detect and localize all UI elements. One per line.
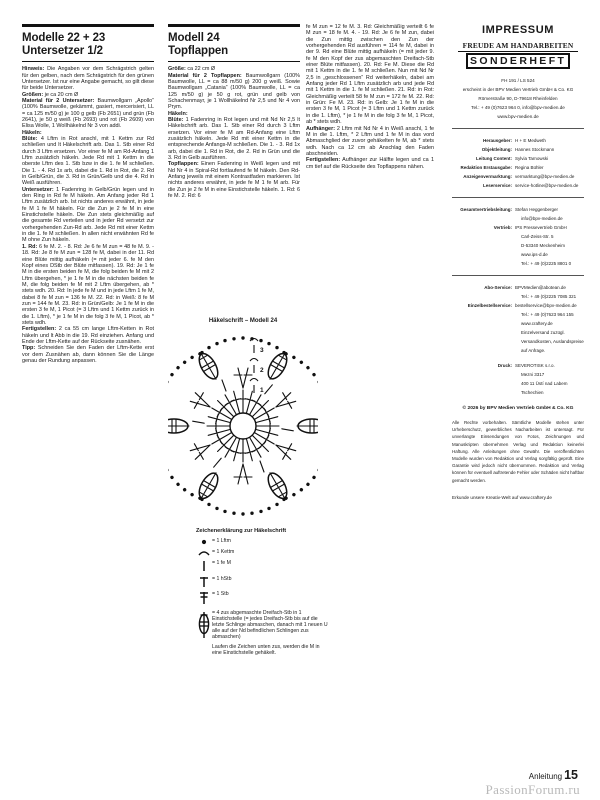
chart-round-label-2: 2 — [260, 367, 264, 374]
paragraph — [22, 244, 154, 326]
slip-stitch-icon — [196, 549, 212, 557]
paragraph-text: Aufhänger zur Hälfte legen und ca 1 cm tief auf die Rückseite des Topflappens nähen. — [306, 157, 434, 170]
chain-stitch-icon — [196, 538, 212, 546]
impressum-entry-value: Stefan Heggenberger — [515, 207, 559, 212]
impressum-entry — [452, 154, 584, 163]
impressum-entry-value: Versandkosten, Auslandspreise — [521, 339, 584, 344]
impressum-divider — [452, 128, 584, 129]
legend-title: Zeichenerklärung zur Häkelschrift — [196, 528, 287, 534]
chart-legend — [196, 528, 328, 656]
impressum-entry-key: Abo-Service: — [484, 285, 512, 290]
paragraph-lead: Häkeln: — [22, 129, 42, 136]
paragraph-lead: Aufhänger: — [306, 125, 335, 132]
paragraph — [22, 326, 154, 345]
impressum-brand: FREUDE AM HANDARBEITEN — [458, 41, 578, 52]
legend-item-chain — [196, 538, 328, 546]
paragraph-lead: Größe: — [168, 66, 186, 73]
paragraph-text: Baumwollgarn „Apollo“ (100% Baumwolle, gekämmt, gasiert, mercerisiert, LL = ca 125 m/50 g) je 100 g gelb (Fb 2651) und grün (Fb 2641), je 50 g weiß (Fb 2693) und rot (Fb 2609) von Elisa Wolle, 1 Wollhäkelnd Nr 3 von addi. — [22, 97, 154, 130]
paragraph — [22, 66, 154, 91]
paragraph-lead: Häkeln: — [168, 110, 188, 117]
chart-round-markers — [250, 339, 258, 394]
column-rule-top — [22, 24, 154, 27]
page-title-model-24: Modell 24 Topflappen — [168, 32, 229, 57]
crochet-chart-diagram — [168, 328, 318, 524]
legend-item-half-double-crochet — [196, 576, 328, 588]
legend-item-label: = 1 fe M — [212, 560, 231, 567]
impressum-entry-value: Hannes Stockmann — [515, 147, 555, 152]
impressum-publisher-line: erscheint in der BPV Medien Vertrieb GmbH & Co. KG — [462, 87, 574, 92]
footer-page-number: 15 — [564, 768, 578, 782]
impressum-entry-key: Herausgeber: — [482, 138, 512, 143]
impressum-entry — [452, 145, 584, 154]
paragraph-lead: Material für 2 Untersetzer: — [22, 97, 95, 104]
paragraph-lead: Fertigstellen: — [22, 326, 57, 333]
chart-round-label-3: 3 — [260, 347, 264, 354]
column-models-22-23 — [22, 24, 154, 364]
crochet-chart-block — [168, 318, 318, 524]
paragraph-lead: Größen: — [22, 91, 44, 98]
chart-round-1-stitches — [207, 390, 279, 462]
paragraph-lead: Fertigstellen: — [306, 157, 341, 164]
paragraph-lead: Topflappen: — [168, 161, 199, 168]
impressum-entry-value: IPS Pressevertrieb GmbH — [515, 225, 567, 230]
legend-item-double-crochet — [196, 591, 328, 605]
impressum-entry-value: Tschechien — [521, 390, 544, 395]
impressum-disclaimer: Alle Rechte vorbehalten. Sämtliche Modelle stehen unter Urheberschutz, gewerbliches Nacharbeiten ist untersagt. Für unverlangte Einsendungen von Fotos, Zeichnungen und Manuskripten übernehmen Verlag und Redaktion keinerlei Haftung. Alle Anleitungen ohne Gewähr. Die veröffentlichten Modelle wurden von Redaktion und Verlag sorgfältig geprüft. Eine Garantie wird jedoch nicht übernommen. Redaktion und Verlag können für eventuell auftretende Fehler oder Schäden nicht haftbar gemacht werden. — [452, 420, 584, 483]
col2-body — [168, 66, 300, 199]
impressum-entry-value: Tel.: + 49 (0)7623 964 155 — [521, 312, 574, 317]
impressum-entry-key: Redaktion Erstausgabe: — [460, 165, 512, 170]
column-rule-under-title — [168, 61, 300, 62]
legend-item-label: = 1 Kettm — [212, 549, 235, 556]
impressum-entry — [452, 136, 584, 145]
paragraph-lead: Tipp: — [22, 345, 36, 352]
page-title-models-22-23: Modelle 22 + 23 Untersetzer 1/2 — [22, 32, 106, 57]
site-watermark: PassionForum.ru — [485, 782, 580, 797]
impressum-title: IMPRESSUM — [481, 24, 555, 36]
impressum-entry-key: Vertrieb: — [493, 225, 512, 230]
impressum-entry-value: 400 11 Üstí nad Labem — [521, 381, 568, 386]
impressum-divider — [452, 197, 584, 198]
chart-round-number-labels — [260, 347, 264, 394]
legend-item-slip-stitch — [196, 549, 328, 557]
impressum-address: Römerstraße 90, D-79618 Rheinfelden — [478, 96, 558, 101]
impressum-entry — [452, 361, 584, 370]
impressum-entry — [452, 163, 584, 172]
col1-body — [22, 66, 154, 364]
paragraph — [22, 187, 154, 244]
legend-item-label: = 1 Stb — [212, 590, 229, 597]
legend-item-label: = 1 Lftm — [212, 538, 231, 544]
crochet-chart-title: Häkelschrift – Modell 24 — [208, 318, 278, 324]
column-model-24-continued — [306, 24, 434, 170]
paragraph-lead: Untersetzer: — [22, 186, 54, 193]
paragraph-text: 1 Fadenring in Rot legen und mit Nd Nr 2,5 lt Häkelschrift arb. Das 1. Stb einer Rd durch 3 Lftm ersetzen. Vor einer fe M am Rd-Anfang eine Lftm zusätzlich häkeln. Jede Rd mit einer Kettm in die entsprechende Anfangs-M schließen. Die 1. - 3. Rd 1x arb, dabei die 1. Rd in Rot, die 2. Rd in Grün und die 3. Rd in Gelb ausführen. — [168, 116, 300, 161]
impressum-entry-value: www.craftery.de — [521, 321, 553, 326]
impressum-entry — [452, 301, 584, 310]
paragraph-lead: Blüte: — [168, 116, 184, 123]
impressum-entry-value: BPVMedien@abotean.de — [515, 285, 566, 290]
impressum-entry-value: vermarktung@bpv-medien.de — [515, 174, 575, 179]
impressum-entry-key: Objektleitung: — [481, 147, 512, 152]
paragraph — [306, 157, 434, 170]
impressum-entry — [452, 223, 584, 232]
paragraph-text: 4 Lftm in Rot anschl, mit 1 Kettm zur Rd schließen und lt Häkelschrift arb. Das 1. Stb einer Rd durch 3 Lftm ersetzen. Vor einer fe M am Rd-Anfang 1 Lftm zusätzlich häkeln. Jede Rd mit 1 Kettm in die oberste Lftm des 1. Stb bzw in die 1. fe M schließen. Die 1. - 4. Rd 1x arb, dabei die 1. Rd in Rot, die 2. Rd in Gelb/Grün, die 3. Rd in Grün/Gelb und die 4. Rd in Weiß ausführen. — [22, 135, 154, 187]
impressum-issue: FH 191 / LS 524 — [501, 78, 535, 83]
column-impressum — [452, 24, 584, 501]
impressum-entry-value: SEVEROTISK s.r.o. — [515, 363, 555, 368]
impressum-entry-value: Tel.: + 49 (0)2225 7085 321 — [521, 294, 577, 299]
paragraph-text: 1 Fadenring in Gelb/Grün legen und in den Ring in Rd fe M häkeln. Am Anfang jeder Rd 1 Lftm zusätzlich arb. Ist nichts anderes erwähnt, in jede fe M 1 fe M häkeln. Für die Zun je 2 fe M in eine Einstichstelle häkeln. Die Zun stets gleichmäßig auf die gesamte Rd verteilen und in jeder Rd versetzt zur vorhergehenden Zun-Rd arb. Jede Rd mit einer Kettm in die 1. fe M schließen. In allen nicht erwähnten Rd fe M ohne Zun häkeln. — [22, 186, 154, 244]
paragraph — [22, 98, 154, 130]
impressum-distribution-list — [452, 205, 584, 268]
impressum-entry-key: Anzeigenvermarktung: — [463, 174, 512, 179]
impressum-entry-value: auf Anfrage. — [521, 348, 546, 353]
legend-note: Laufen die Zeichen unten zus, werden die M in eine Einstichstelle gehäkelt. — [212, 643, 320, 656]
legend-item-cluster — [196, 610, 328, 640]
impressum-entry-key: Leitung Content: — [476, 156, 512, 161]
paragraph — [306, 24, 434, 126]
paragraph-text: fe M zun = 12 fe M. 3. Rd: Gleichmäßig verteilt 6 fe M zun = 18 fe M. 4. - 19. Rd: Je 6 fe M zun, dabei die Zun mittig zwischen den Zun der vorhergehenden Rd ausführen = 114 fe M, dabei in der 9. Rd eine Blüte mittig aufhäkeln (= mit jeder 9. fe M den Kopf der zus abgemaschten Dreifach-Stb einer Blüte mitfassen). 20. Rd: Fe M. Diese die Rd mit 1 Kettm in die 1. fe M schließen. Nun mit Nd Nr 2,5 in „geschlossenen“ Rd weiterhäkeln, dabei am Anfang jeder Rd 1 Lftm zusätzlich arb und jede Rd mit 1 Kettm in die 1. fe M schließen. 21. Rd: in Rot: Gleichmäßig verteilt 58 fe M zun = 172 fe M. 22. Rd: in Grün: Fe M. 23. Rd: in Gelb: Je 1 fe M in die ersten 3 fe M, 1 Picot (= 3 Lftm und 1 Kettm zurück in die 1. Lftm), * je 1 fe M in die folg 3 fe M, 1 Picot, ab * stets wdh. — [306, 24, 434, 126]
impressum-entry-key: Einzelbestellservice: — [467, 303, 512, 308]
paragraph-text: ca 22 cm Ø — [185, 66, 216, 73]
impressum-entry-value: H + E Medweth — [515, 138, 546, 143]
paragraph — [168, 73, 300, 111]
legend-item-label: = 4 zus abgemaschte Dreifach-Stb in 1 Einstichstelle (= jedes Dreifach-Stb bis auf die letzte Schlinge abmaschen, danach mit 1 neuen U alle auf der Nd befindlichen Schlingen zus abmaschen) — [212, 609, 328, 640]
impressum-tagline: Erkunde unsere Kreativ-Welt auf www.craftery.de — [452, 494, 552, 500]
paragraph-text: Schneiden Sie den Faden der Lftm-Kette erst vor dem Zusnähen ab, dann können Sie die Länge genau der Rundung anpassen. — [22, 345, 154, 364]
legend-item-single-crochet — [196, 560, 328, 572]
impressum-entry — [452, 172, 584, 181]
impressum-entry-value: D-53340 Meckenheim — [521, 243, 566, 248]
paragraph — [168, 161, 300, 199]
paragraph-lead: Material für 2 Topflappen: — [168, 72, 242, 79]
impressum-entry — [452, 181, 584, 190]
paragraph-text: 2 Lftm mit Nd Nr 4 in Weiß anschl, 1 fe M in die 1. Lftm, * 2 Lftm und 1 fe M in das vord Abmaschglied der zuvor gehäkelten fe M, ab * stets wdh. Nach ca 12 cm ab Anschlag den Faden abschneiden. — [306, 125, 434, 157]
impressum-entry-value: Tel.: + 49 (0)2225 8801 0 — [521, 261, 572, 266]
impressum-entry-value: Sylvia Tarnowski — [515, 156, 549, 161]
impressum-entry-key: Gesamtvertriebsleitung: — [460, 207, 512, 212]
legend-item-label: = 1 hStb — [212, 575, 232, 582]
column-rule-under-title — [22, 61, 154, 62]
paragraph-text: 2 ca 55 cm lange Lftm-Ketten in Rot häkeln und lt Abb in die 19. Rd einziehen. Anfang und Ende der Lftm-Kette auf der Rückseite zusnähen. — [22, 326, 154, 345]
impressum-contact: Tel.: + 49 (0)7623 964 0, info@bpv-medien.de — [471, 105, 565, 110]
paragraph-text: Einen Fadenring in Weiß legen und mit Nd Nr 4 in Spiral-Rd fortlaufend fe M häkeln. Den Rd-Anfang jeweils mit einem Kontrastfaden markieren. Ist nichts anderes erwähnt, in jede fe M 1 fe M arb. Für die Zun je 2 fe M in eine Einstichstelle häkeln. 1. Rd: 6 fe M. 2. Rd: 6 — [168, 161, 300, 200]
impressum-service-list — [452, 283, 584, 397]
impressum-entry-value: service-hotline@bpv-medien.de — [515, 183, 579, 188]
chart-round-2-stitches — [182, 368, 303, 484]
col3-body — [306, 24, 434, 170]
paragraph — [306, 126, 434, 158]
paragraph-text: Baumwollgarn (100% Baumwolle, LL = ca 88 m/50 g) 200 g weiß. Sowie Baumwollgarn „Catania“ (100% Baumwolle, LL = ca 125 m/50 g) je 50 g rot, grün und gelb von Schachenmayr, je 1 Wollhäkelnd Nr 2,5 und Nr 4 von Prym. — [168, 72, 300, 111]
paragraph — [22, 345, 154, 364]
column-rule-top — [168, 24, 300, 27]
chart-outer-chain-dots — [168, 336, 318, 515]
single-crochet-icon — [196, 560, 212, 572]
paragraph-lead: 1. Rd: — [22, 243, 38, 250]
cluster-stitch-icon — [196, 610, 212, 640]
impressum-copyright: © 2026 by BPV Medien Vertrieb GmbH & Co. KG — [462, 406, 574, 411]
impressum-entry-value: Regina Bühler — [515, 165, 544, 170]
impressum-entry-value: info@bpv-medien.de — [521, 216, 563, 221]
impressum-divider — [452, 275, 584, 276]
impressum-entry-key: Druck: — [497, 363, 512, 368]
impressum-entry-value: www.ips-d.de — [521, 252, 548, 257]
paragraph-text: je ca 20 cm Ø — [43, 91, 79, 98]
impressum-entry-value: Carl-Zeiss-Str. 5 — [521, 234, 554, 239]
paragraph-lead: Hinweis: — [22, 66, 45, 73]
impressum-entry-key: Leserservice: — [482, 183, 512, 188]
paragraph-text: 6 fe M. 2. - 8. Rd: Je 6 fe M zun = 48 fe M. 9. - 18. Rd: Je 8 fe M zun = 128 fe M, dabei in der 11. Rd eine Blüte mittig aufhäkeln (= mit jeder 6. fe M den Kopf eines DStb der Blüte mitfassen). 19. Rd: Je 1 fe M in die ersten beiden fe M, die folg beiden fe M mit 2 Lftm übergehen, * je 1 fe M in die nächsten beiden fe M, die folg beiden fe M mit 2 Lftm übergehen, ab * stets wdh. 20. Rd: In jede fe M und in jede Lftm 1 fe M, dabei 8 fe M zun = 136 fe M. 22. Rd: in Weiß: 8 fe M zun = 144 fe M. 23. Rd: in Grün/Gelb: Je 1 fe M in die ersten 3 fe M, 1 Picot (= 3 Lftm und 1 Kettm zurück in die 1. Lftm), * je 1 fe M in die folg 3 fe M, 1 Picot, ab * stets wdh. — [22, 243, 154, 326]
impressum-staff-list — [452, 136, 584, 190]
chart-round-label-1: 1 — [260, 387, 264, 394]
paragraph-lead: Blüte: — [22, 135, 38, 142]
footer-label: Anleitung — [528, 772, 563, 781]
impressum-entry-value: Mezni 3317 — [521, 372, 545, 377]
impressum-entry-value: Einzelversand zuzügl. — [521, 330, 565, 335]
half-double-crochet-icon — [196, 576, 212, 588]
paragraph — [22, 136, 154, 187]
chart-round-3-cluster-petals — [168, 351, 318, 502]
paragraph — [168, 117, 300, 161]
double-crochet-icon — [196, 591, 212, 605]
impressum-entry-value: bestellservice@bpv-medien.de — [515, 303, 577, 308]
impressum-web: www.bpv-medien.de — [497, 114, 539, 119]
impressum-entry — [452, 205, 584, 214]
paragraph-text: Die Angaben vor dem Schrägstrich gelten für den gelben, nach dem Schrägstrich für den grünen Untersetzer. Ist nur eine Angabe gemacht, so gilt diese für beide Untersetzer. — [22, 66, 154, 92]
impressum-entry — [452, 283, 584, 292]
impressum-sonderheft-badge: SONDERHEFT — [466, 53, 570, 69]
column-model-24 — [168, 24, 300, 199]
